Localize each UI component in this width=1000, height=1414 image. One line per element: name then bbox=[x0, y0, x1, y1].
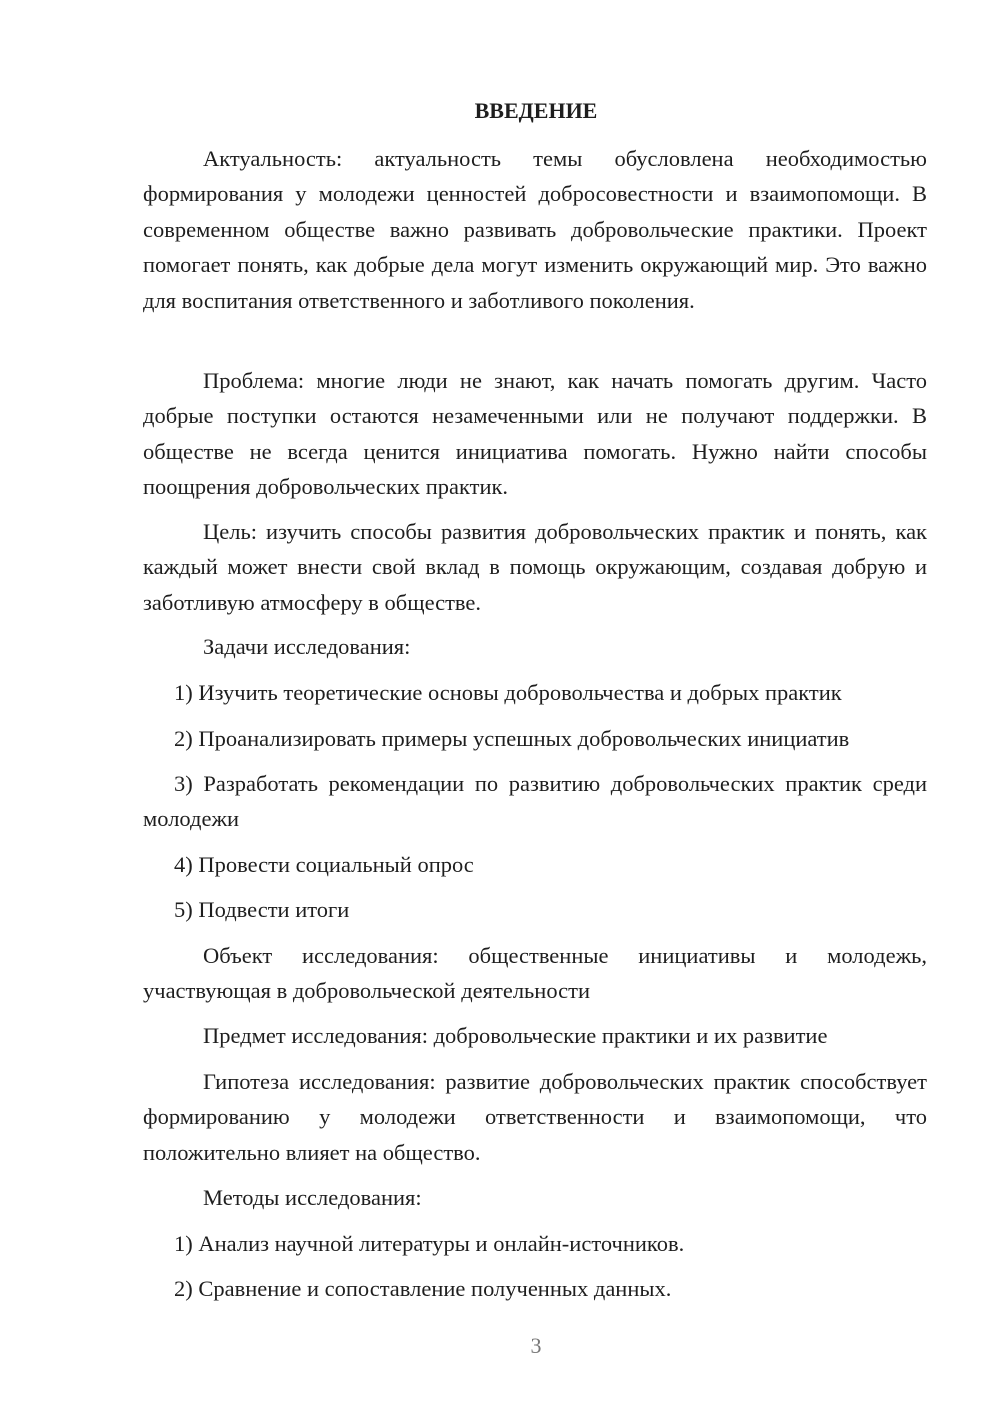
section-heading: ВВЕДЕНИЕ bbox=[474, 98, 598, 123]
task-item-4: 4) Провести социальный опрос bbox=[174, 852, 474, 877]
tasks-title: Задачи исследования: bbox=[203, 634, 411, 659]
method-item-2: 2) Сравнение и сопоставление полученных данных. bbox=[174, 1276, 672, 1301]
subject-paragraph: Предмет исследования: добровольческие практики и их развитие bbox=[203, 1023, 828, 1048]
relevance-paragraph: Актуальность: актуальность темы обусловлена необходимостью формирования у молодежи ценностей добросовестности и взаимопомощи. В современном обществе важно развивать добровольческие практики. Проект помогает понять, как добрые дела могут изменить окружающий мир. Это важно для воспитания ответственного и заботливого поколения. bbox=[143, 146, 927, 313]
task-item-5: 5) Подвести итоги bbox=[174, 897, 350, 922]
page-number: 3 bbox=[530, 1333, 542, 1358]
methods-title: Методы исследования: bbox=[203, 1185, 422, 1210]
task-item-3: 3) Разработать рекомендации по развитию добровольческих практик среди молодежи bbox=[143, 771, 927, 832]
problem-paragraph: Проблема: многие люди не знают, как начать помогать другим. Часто добрые поступки остаются незамеченными или не получают поддержки. В обществе не всегда ценится инициатива помогать. Нужно найти способы поощрения добровольческих практик. bbox=[143, 368, 927, 500]
task-item-1: 1) Изучить теоретические основы добровольчества и добрых практик bbox=[174, 680, 842, 705]
object-paragraph: Объект исследования: общественные инициативы и молодежь, участвующая в добровольческой деятельности bbox=[143, 943, 927, 1004]
goal-paragraph: Цель: изучить способы развития добровольческих практик и понять, как каждый может внести свой вклад в помощь окружающим, создавая добрую и заботливую атмосферу в обществе. bbox=[143, 519, 927, 615]
method-item-1: 1) Анализ научной литературы и онлайн-источников. bbox=[174, 1231, 685, 1256]
task-item-2: 2) Проанализировать примеры успешных добровольческих инициатив bbox=[174, 726, 850, 751]
hypothesis-paragraph: Гипотеза исследования: развитие добровольческих практик способствует формированию у молодежи ответственности и взаимопомощи, что положительно влияет на общество. bbox=[143, 1069, 927, 1165]
